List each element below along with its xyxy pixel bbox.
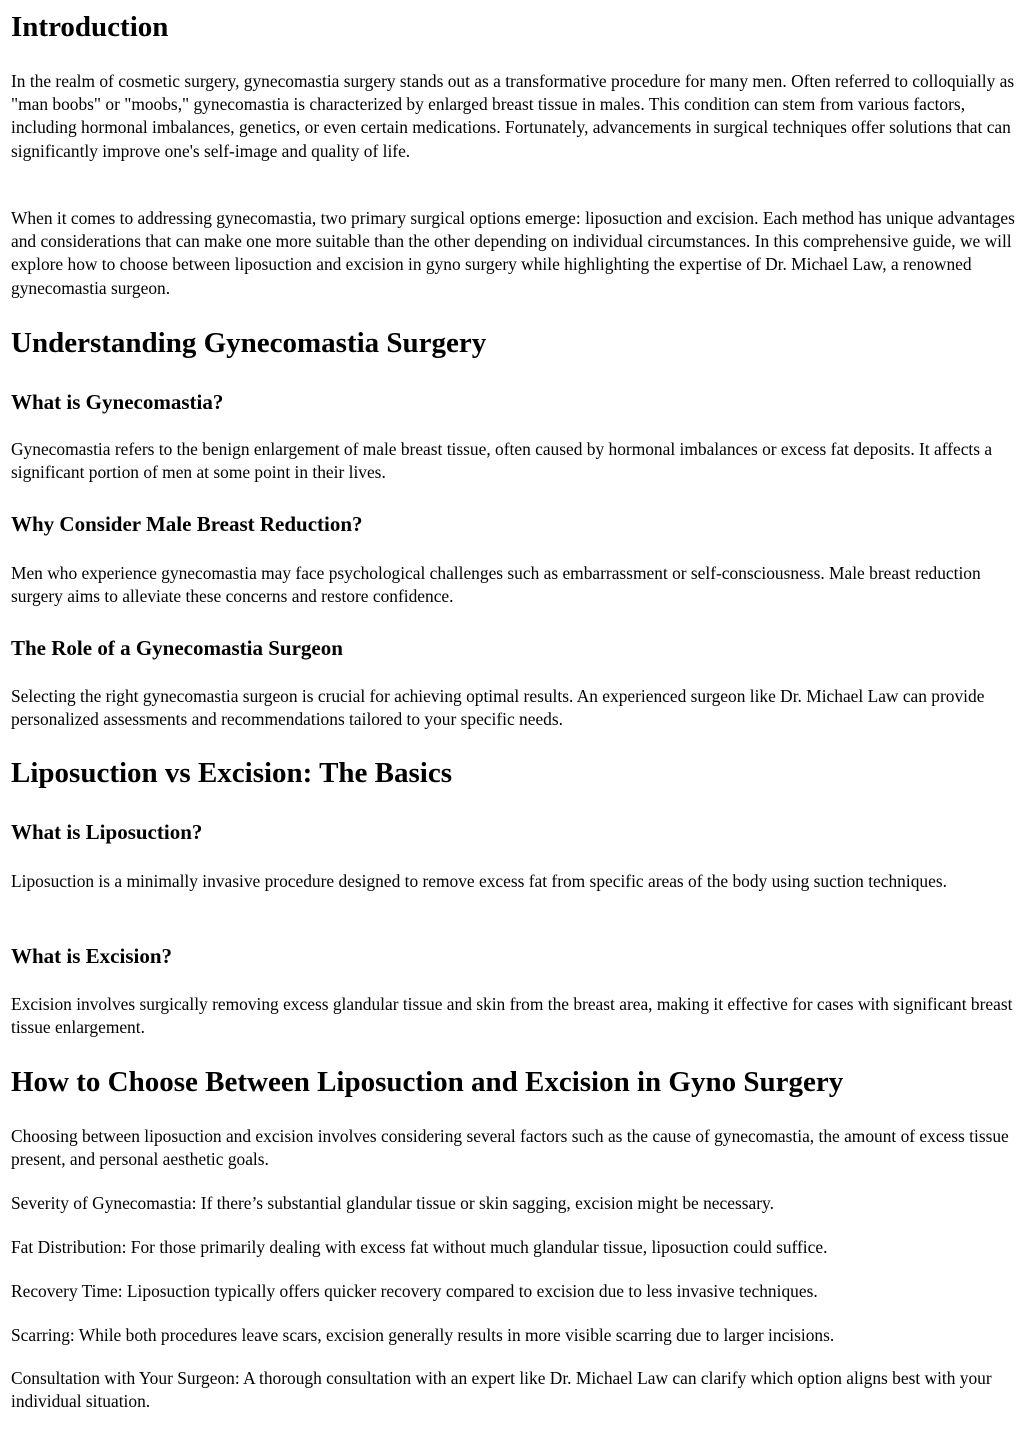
paragraph-what-is-excision: Excision involves surgically removing excess glandular tissue and skin from the breast area, making it effective for cases with significant breast tissue enlargement. bbox=[11, 994, 1013, 1038]
subheading-why-consider: Why Consider Male Breast Reduction? bbox=[11, 512, 363, 536]
factor-item: Fat Distribution: For those primarily dealing with excess fat without much glandular tissue, liposuction could suffice. bbox=[11, 1237, 828, 1257]
section-heading-understanding: Understanding Gynecomastia Surgery bbox=[11, 327, 487, 359]
paragraph-what-is-gynecomastia: Gynecomastia refers to the benign enlargement of male breast tissue, often caused by hormonal imbalances or excess fat deposits. It affects a significant portion of men at some point in their lives. bbox=[11, 439, 993, 483]
subheading-what-is-excision: What is Excision? bbox=[11, 944, 173, 968]
factor-item: Scarring: While both procedures leave scars, excision generally results in more visible scarring due to larger incisions. bbox=[11, 1325, 835, 1345]
section-heading-introduction: Introduction bbox=[11, 11, 169, 43]
paragraph-why-consider: Men who experience gynecomastia may face psychological challenges such as embarrassment or self-consciousness. Male breast reduction surgery aims to alleviate these concerns and restore confidence. bbox=[11, 563, 981, 607]
section-heading-basics: Liposuction vs Excision: The Basics bbox=[11, 757, 453, 789]
subheading-role-of-surgeon: The Role of a Gynecomastia Surgeon bbox=[11, 636, 343, 660]
section-heading-how-to-choose: How to Choose Between Liposuction and Excision in Gyno Surgery bbox=[11, 1066, 844, 1098]
intro-paragraph-2: When it comes to addressing gynecomastia, two primary surgical options emerge: liposuction and excision. Each method has unique advantages and considerations that can make one more suitable than the other depending on individual circumstances. In this comprehensive guide, we will explore how to choose between liposuction and excision in gyno surgery while highlighting the expertise of Dr. Michael Law, a renowned gynecomastia surgeon. bbox=[11, 208, 1015, 298]
intro-paragraph-1: In the realm of cosmetic surgery, gynecomastia surgery stands out as a transformative procedure for many men. Often referred to colloquially as "man boobs" or "moobs," gynecomastia is characterized by enlarged breast tissue in males. This condition can stem from various factors, including hormonal imbalances, genetics, or even certain medications. Fortunately, advancements in surgical techniques offer solutions that can significantly improve one's self-image and quality of life. bbox=[11, 71, 1015, 161]
subheading-what-is-liposuction: What is Liposuction? bbox=[11, 820, 203, 844]
factor-item: Recovery Time: Liposuction typically offers quicker recovery compared to excision due to less invasive techniques. bbox=[11, 1281, 818, 1301]
factor-item: Severity of Gynecomastia: If there’s substantial glandular tissue or skin sagging, excision might be necessary. bbox=[11, 1193, 774, 1213]
paragraph-what-is-liposuction: Liposuction is a minimally invasive procedure designed to remove excess fat from specific areas of the body using suction techniques. bbox=[11, 871, 947, 891]
factor-item: Consultation with Your Surgeon: A thorough consultation with an expert like Dr. Michael Law can clarify which option aligns best with your individual situation. bbox=[11, 1368, 992, 1412]
paragraph-role-of-surgeon: Selecting the right gynecomastia surgeon is crucial for achieving optimal results. An experienced surgeon like Dr. Michael Law can provide personalized assessments and recommendations tailored to your specific needs. bbox=[11, 686, 985, 730]
paragraph-how-to-choose: Choosing between liposuction and excision involves considering several factors such as the cause of gynecomastia, the amount of excess tissue present, and personal aesthetic goals. bbox=[11, 1126, 1009, 1170]
subheading-what-is-gynecomastia: What is Gynecomastia? bbox=[11, 390, 224, 414]
